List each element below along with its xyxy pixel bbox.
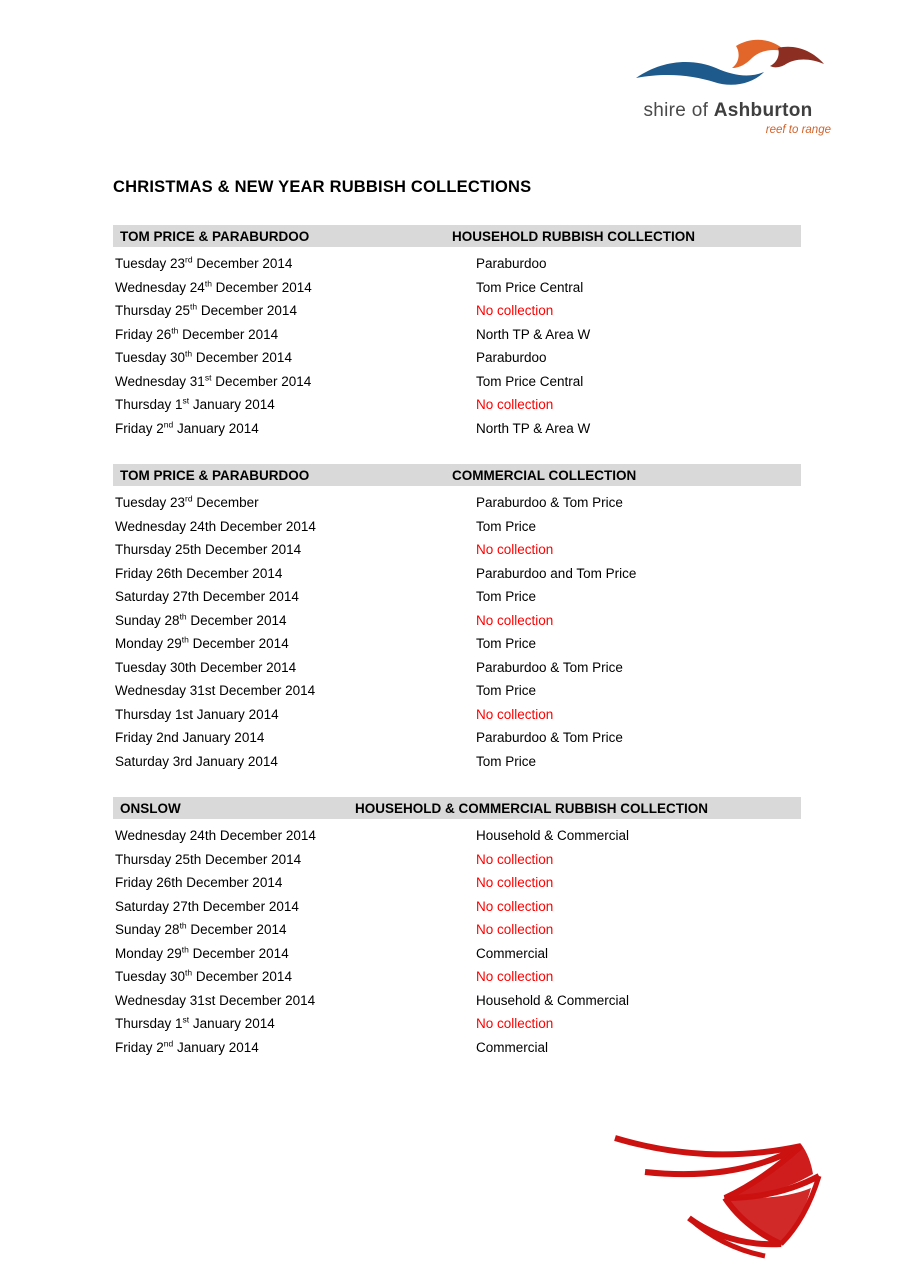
table-row [113, 871, 801, 895]
row-date-main: Wednesday 24th December 2014 [115, 828, 316, 843]
row-date-ordinal: th [185, 348, 193, 359]
row-date-tail: January 2014 [173, 420, 259, 436]
row-value: Household & Commercial [476, 828, 630, 843]
row-date-tail: December 2014 [192, 256, 293, 271]
collection-table [113, 252, 801, 440]
table-row [113, 299, 801, 323]
table-row [113, 848, 801, 872]
row-date-main: Saturday 27th December 2014 [115, 589, 299, 604]
table-row [113, 824, 801, 848]
row-date [113, 370, 475, 394]
table-row [113, 632, 801, 656]
row-date-main: Wednesday 31 [115, 373, 205, 389]
table-row [113, 989, 801, 1013]
row-date-ordinal: nd [163, 1038, 174, 1048]
row-date [113, 632, 475, 656]
table-row [113, 609, 801, 633]
table-row [113, 656, 801, 680]
row-date-tail: December 2014 [188, 636, 289, 651]
row-date [113, 323, 475, 347]
shire-logo [623, 38, 833, 136]
row-date-tail: January 2014 [189, 1016, 275, 1031]
row-value-no-collection: No collection [476, 706, 554, 722]
row-date [113, 393, 475, 417]
row-date [113, 871, 475, 895]
row-value: Commercial [476, 945, 549, 961]
row-date-ordinal: nd [163, 419, 174, 429]
row-date-ordinal: th [204, 278, 212, 288]
row-value: Tom Price [476, 753, 537, 769]
section-header [113, 797, 801, 819]
row-date-main: Thursday 25 [115, 303, 191, 318]
row-date-main: Wednesday 24th December 2014 [115, 518, 316, 534]
table-row [113, 491, 801, 515]
row-value: Paraburdoo [476, 350, 547, 365]
row-date-main: Wednesday 24 [115, 279, 205, 295]
row-date-main: Monday 29 [115, 945, 182, 961]
table-row [113, 895, 801, 919]
row-date-tail: January 2014 [173, 1039, 259, 1055]
document-body [113, 178, 801, 1083]
row-value-no-collection: No collection [476, 969, 554, 984]
row-date [113, 989, 475, 1013]
row-value-no-collection: No collection [476, 851, 554, 867]
row-date [113, 276, 475, 300]
row-date-tail: December 2014 [178, 326, 279, 342]
row-date-main: Sunday 28 [115, 922, 180, 937]
row-value: Paraburdoo & Tom Price [476, 730, 623, 745]
row-date [113, 609, 475, 633]
table-row [113, 1036, 801, 1060]
row-value: North TP & Area W [476, 420, 591, 436]
row-date [113, 703, 475, 727]
table-row [113, 393, 801, 417]
row-value-no-collection: No collection [476, 303, 554, 318]
section-header [113, 464, 801, 486]
row-date-main: Friday 2 [115, 1039, 164, 1055]
logo-word-light: shire of [643, 100, 714, 121]
row-value-no-collection: No collection [476, 1016, 554, 1031]
row-date-tail: December 2014 [192, 350, 292, 365]
logo-wordmark [623, 100, 833, 122]
row-date-main: Thursday 1 [115, 397, 183, 412]
row-value-no-collection: No collection [476, 898, 554, 914]
table-row [113, 346, 801, 370]
row-date-tail: December 2014 [186, 612, 287, 628]
row-date-main: Sunday 28 [115, 612, 180, 628]
row-value: Paraburdoo and Tom Price [476, 565, 637, 581]
row-date-ordinal: th [185, 967, 193, 978]
row-date-ordinal: rd [185, 254, 193, 265]
row-date-main: Tuesday 30 [115, 350, 186, 365]
table-row [113, 252, 801, 276]
table-row [113, 918, 801, 942]
row-date [113, 656, 475, 680]
row-date-tail: January 2014 [189, 397, 275, 412]
row-value: Tom Price [476, 683, 537, 698]
table-row [113, 417, 801, 441]
row-date-main: Wednesday 31st December 2014 [115, 992, 316, 1008]
row-value: Tom Price [476, 636, 537, 651]
row-date-main: Tuesday 30 [115, 969, 186, 984]
row-date-ordinal: th [190, 301, 198, 312]
row-value-no-collection: No collection [476, 397, 554, 412]
row-date [113, 491, 475, 515]
row-date-main: Friday 2 [115, 420, 164, 436]
row-date [113, 895, 475, 919]
row-date-ordinal: th [179, 611, 187, 621]
row-value: North TP & Area W [476, 326, 591, 342]
row-date-main: Thursday 1st January 2014 [115, 706, 279, 722]
row-date-main: Friday 26th December 2014 [115, 875, 283, 890]
table-row [113, 585, 801, 609]
row-date-main: Tuesday 23 [115, 495, 186, 510]
section-header [113, 225, 801, 247]
row-date-ordinal: st [204, 372, 212, 382]
row-date-tail: December [192, 495, 259, 510]
row-value: Tom Price [476, 589, 537, 604]
row-date [113, 679, 475, 703]
row-value: Paraburdoo & Tom Price [476, 495, 623, 510]
row-date-main: Tuesday 23 [115, 256, 186, 271]
row-date-tail: December 2014 [197, 303, 297, 318]
row-date-main: Tuesday 30th December 2014 [115, 659, 297, 675]
row-date-ordinal: st [182, 395, 190, 406]
row-date [113, 942, 475, 966]
row-date-main: Thursday 25th December 2014 [115, 542, 302, 557]
table-row [113, 515, 801, 539]
row-value: Tom Price Central [476, 279, 584, 295]
row-date-tail: December 2014 [211, 279, 312, 295]
collection-table [113, 824, 801, 1059]
row-date [113, 515, 475, 539]
row-value: Tom Price [476, 518, 537, 534]
table-row [113, 276, 801, 300]
row-date [113, 918, 475, 942]
table-row [113, 942, 801, 966]
row-date-main: Friday 26th December 2014 [115, 565, 283, 581]
row-value: Commercial [476, 1039, 549, 1055]
section-collection-type: COMMERCIAL COLLECTION [452, 467, 637, 483]
logo-tagline: reef to range [765, 124, 831, 136]
row-date-ordinal: th [171, 325, 179, 335]
row-date-tail: December 2014 [186, 922, 287, 937]
table-row [113, 703, 801, 727]
row-value-no-collection: No collection [476, 922, 554, 937]
row-date [113, 726, 475, 750]
table-row [113, 1012, 801, 1036]
row-value: Paraburdoo [476, 256, 547, 271]
row-value-no-collection: No collection [476, 612, 554, 628]
row-date [113, 750, 475, 774]
row-value-no-collection: No collection [476, 542, 554, 557]
row-date-tail: December 2014 [211, 373, 312, 389]
row-date-main: Saturday 3rd January 2014 [115, 753, 278, 769]
row-date-main: Friday 2nd January 2014 [115, 730, 265, 745]
section-location: TOM PRICE & PARABURDOO [120, 467, 310, 483]
row-date-ordinal: rd [185, 493, 193, 504]
row-date [113, 848, 475, 872]
row-date [113, 1012, 475, 1036]
section-collection-type: HOUSEHOLD & COMMERCIAL RUBBISH COLLECTION [355, 800, 708, 816]
row-date-ordinal: th [181, 944, 189, 954]
logo-word-bold: Ashburton [713, 100, 813, 121]
row-date [113, 417, 475, 441]
row-value: Household & Commercial [476, 992, 630, 1008]
row-date-main: Thursday 25th December 2014 [115, 851, 302, 867]
collection-table [113, 491, 801, 773]
row-date [113, 1036, 475, 1060]
section-location: TOM PRICE & PARABURDOO [120, 228, 310, 244]
section-onslow-household-commercial [113, 797, 801, 1059]
section-tom-price-paraburdoo-commercial [113, 464, 801, 773]
table-row [113, 679, 801, 703]
row-date [113, 299, 475, 323]
row-date-ordinal: th [181, 634, 189, 645]
table-row [113, 538, 801, 562]
logo-swoosh-icon [628, 38, 828, 96]
row-date [113, 562, 475, 586]
row-value-no-collection: No collection [476, 875, 554, 890]
row-date [113, 538, 475, 562]
row-date-tail: December 2014 [192, 969, 292, 984]
row-date-main: Saturday 27th December 2014 [115, 898, 299, 914]
row-date-main: Friday 26 [115, 326, 172, 342]
row-date-main: Wednesday 31st December 2014 [115, 683, 316, 698]
row-date-main: Monday 29 [115, 636, 182, 651]
table-row [113, 965, 801, 989]
row-date [113, 965, 475, 989]
row-date [113, 585, 475, 609]
row-date-ordinal: th [179, 920, 187, 931]
table-row [113, 370, 801, 394]
row-date [113, 346, 475, 370]
row-date-main: Thursday 1 [115, 1016, 183, 1031]
row-date-tail: December 2014 [188, 945, 289, 961]
table-row [113, 726, 801, 750]
section-collection-type: HOUSEHOLD RUBBISH COLLECTION [452, 228, 695, 244]
row-date-ordinal: st [182, 1014, 190, 1025]
row-value: Paraburdoo & Tom Price [476, 659, 623, 675]
section-tom-price-paraburdoo-household [113, 225, 801, 440]
table-row [113, 562, 801, 586]
table-row [113, 750, 801, 774]
red-ribbon-christmas-tree-icon [605, 1120, 865, 1260]
table-row [113, 323, 801, 347]
section-location: ONSLOW [120, 800, 181, 816]
row-date [113, 824, 475, 848]
row-date [113, 252, 475, 276]
page-title: CHRISTMAS & NEW YEAR RUBBISH COLLECTIONS [113, 178, 532, 196]
row-value: Tom Price Central [476, 373, 584, 389]
